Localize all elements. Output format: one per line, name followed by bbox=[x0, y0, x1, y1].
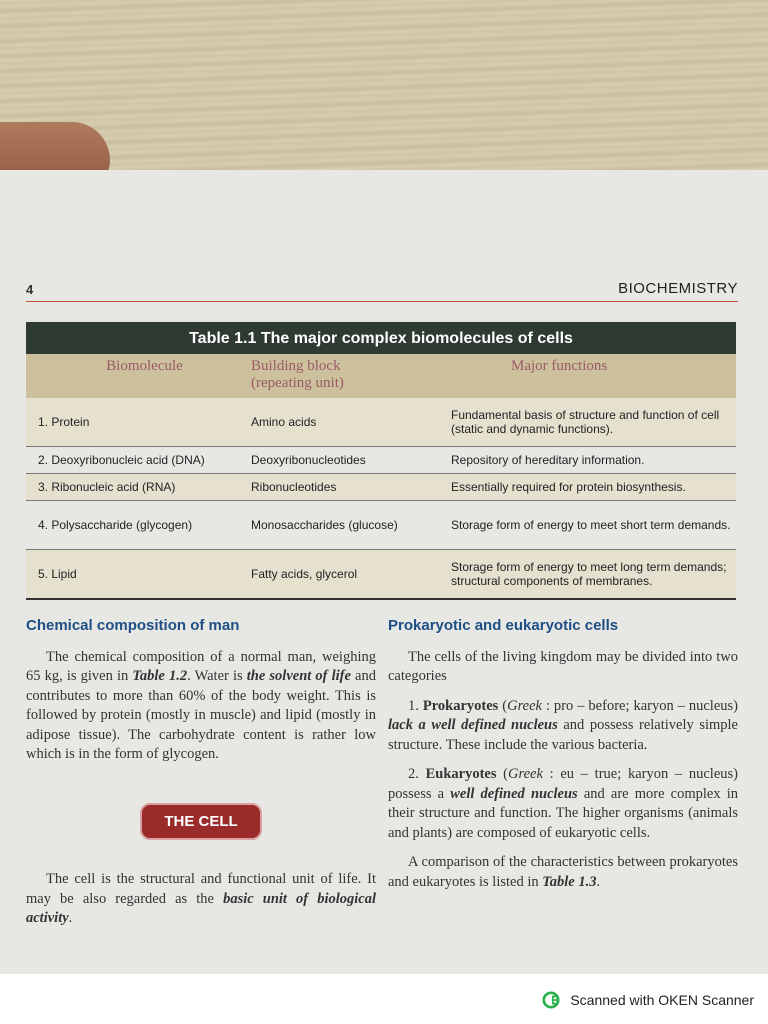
cell-biomolecule: 4. Polysaccharide (glycogen) bbox=[38, 518, 193, 532]
paragraph-cell-definition: The cell is the structural and functional unit of life. It may be also regarded as the basic unit of biological activity. bbox=[26, 871, 377, 926]
book-page bbox=[0, 170, 768, 974]
biomolecules-table bbox=[26, 322, 736, 600]
paragraph-eukaryotes: 2. Eukaryotes (Greek : eu – true; karyon – nucleus) possess a well defined nucleus and are more complex in their structure and function. The higher organisms (animals and plants) are composed of eukaryotic cells. bbox=[388, 766, 738, 841]
paragraph-prokaryotes: 1. Prokaryotes (Greek : pro – before; karyon – nucleus) lack a well defined nucleus and possess relatively simple structure. These include the various bacteria. bbox=[388, 697, 738, 753]
scanner-footer bbox=[0, 974, 768, 1024]
table-row bbox=[26, 447, 736, 474]
the-cell-badge: THE CELL bbox=[140, 803, 262, 841]
right-column bbox=[388, 616, 738, 939]
page-content bbox=[26, 280, 738, 939]
table-row bbox=[26, 550, 736, 600]
page-header bbox=[26, 280, 738, 302]
table-row bbox=[26, 474, 736, 501]
cell-biomolecule: 5. Lipid bbox=[38, 567, 77, 581]
cell-biomolecule: 2. Deoxyribonucleic acid (DNA) bbox=[38, 453, 205, 467]
cell-biomolecule: 1. Protein bbox=[38, 415, 90, 429]
header-functions: Major functions bbox=[511, 358, 608, 374]
cell-function: Storage form of energy to meet short term demands. bbox=[451, 518, 731, 532]
body-columns bbox=[26, 616, 738, 939]
header-building-block bbox=[251, 358, 451, 392]
section-heading-cell-types: Prokaryotic and eukaryotic cells bbox=[388, 617, 619, 634]
cell-function: Storage form of energy to meet long term demands; structural components of membranes. bbox=[451, 560, 727, 588]
paragraph-comparison: A comparison of the characteristics between prokaryotes and eukaryotes is listed in Table 1.3. bbox=[388, 854, 738, 890]
cell-building-block: Ribonucleotides bbox=[251, 480, 337, 494]
scanner-watermark bbox=[542, 991, 754, 1009]
page-number: 4 bbox=[26, 282, 34, 297]
header-building-block-main: Building block bbox=[251, 358, 341, 374]
table-row bbox=[26, 501, 736, 550]
paragraph-chemical-composition: The chemical composition of a normal man, weighing 65 kg, is given in Table 1.2. Water is the solvent of life and contributes to more than 60% of the body weight. This is followed by protein (mostly in muscle) and lipid (mostly in adipose tissue). The carbohydrate content is rather low which is in the form of glycogen. bbox=[26, 648, 376, 762]
header-building-block-sub: (repeating unit) bbox=[251, 375, 344, 391]
cell-function: Fundamental basis of structure and function of cell (static and dynamic functions). bbox=[451, 408, 720, 436]
header-biomolecule: Biomolecule bbox=[106, 358, 183, 374]
table-row bbox=[26, 398, 736, 447]
section-heading-chemical-composition: Chemical composition of man bbox=[26, 617, 240, 634]
cell-building-block: Deoxyribonucleotides bbox=[251, 453, 366, 467]
table-title: Table 1.1 The major complex biomolecules of cells bbox=[26, 322, 736, 354]
left-column bbox=[26, 616, 376, 939]
cell-biomolecule: 3. Ribonucleic acid (RNA) bbox=[38, 480, 176, 494]
cell-building-block: Fatty acids, glycerol bbox=[251, 567, 358, 581]
table-header-row bbox=[26, 354, 736, 398]
cell-building-block: Monosaccharides (glucose) bbox=[251, 518, 398, 532]
scanner-label: Scanned with OKEN Scanner bbox=[570, 992, 754, 1008]
cell-function: Repository of hereditary information. bbox=[451, 453, 645, 467]
paragraph-intro: The cells of the living kingdom may be divided into two categories bbox=[388, 648, 738, 684]
running-head: BIOCHEMISTRY bbox=[618, 280, 738, 297]
cell-function: Essentially required for protein biosynthesis. bbox=[451, 480, 686, 494]
cell-building-block: Amino acids bbox=[251, 415, 317, 429]
wooden-desk-background bbox=[0, 0, 768, 180]
oken-scanner-icon bbox=[542, 991, 560, 1009]
